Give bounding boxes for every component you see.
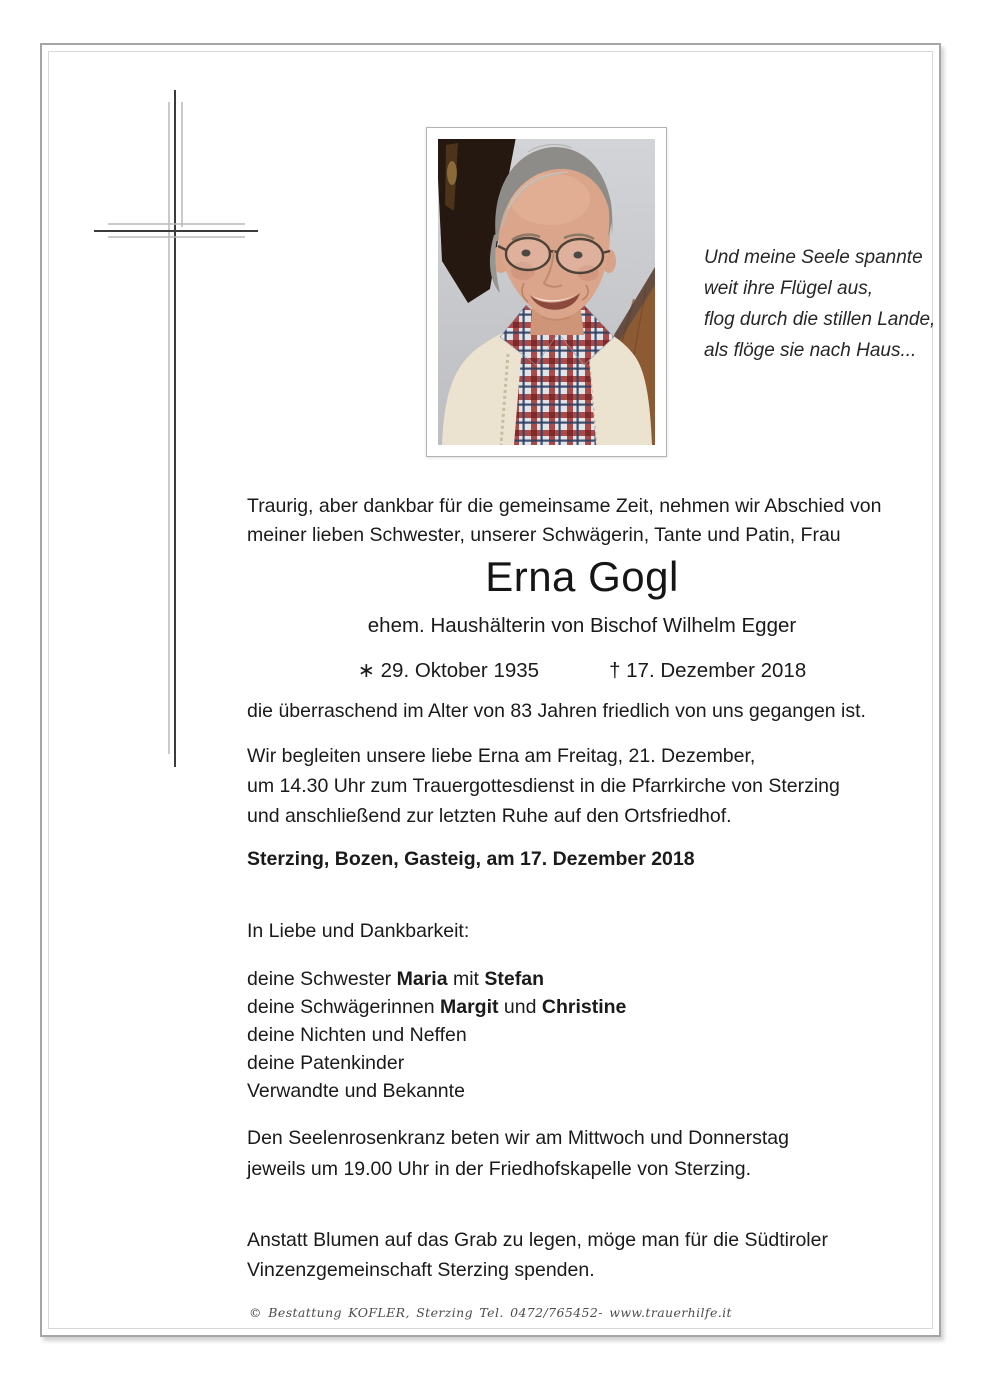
donation-text — [247, 1225, 917, 1285]
memorial-poem — [704, 242, 954, 366]
rosary-line: jeweils um 19.00 Uhr in der Friedhofskapelle von Sterzing. — [247, 1158, 752, 1180]
intro-line: Traurig, aber dankbar für die gemeinsame Zeit, nehmen wir Abschied von — [247, 495, 882, 517]
portrait-photo-frame — [426, 127, 667, 457]
mourner-text: mit — [447, 968, 485, 990]
deceased-name: Erna Gogl — [485, 553, 679, 600]
mourners-list — [247, 965, 917, 1105]
mourner-line: deine Patenkinder — [247, 1052, 405, 1074]
funeral-line: Wir begleiten unsere liebe Erna am Freitag, 21. Dezember, — [247, 745, 756, 767]
rosary-line: Den Seelenrosenkranz beten wir am Mittwoch und Donnerstag — [247, 1127, 789, 1149]
mourner-line: deine Nichten und Neffen — [247, 1024, 467, 1046]
poem-line: flog durch die stillen Lande, — [704, 309, 936, 330]
mourner-name: Maria — [396, 968, 448, 990]
mourner-line: Verwandte und Bekannte — [247, 1080, 465, 1102]
obituary-text — [247, 492, 917, 1285]
gratitude-line: In Liebe und Dankbarkeit: — [247, 920, 470, 942]
portrait-photo — [438, 139, 655, 445]
poem-line: Und meine Seele spannte — [704, 247, 923, 268]
birth-date: ∗ 29. Oktober 1935 — [357, 659, 540, 682]
rosary-text — [247, 1123, 917, 1185]
death-date: † 17. Dezember 2018 — [609, 659, 807, 682]
poem-line: als flöge sie nach Haus... — [704, 340, 917, 361]
intro-line: meiner lieben Schwester, unserer Schwägerin, Tante und Patin, Frau — [247, 524, 841, 546]
poem-line: weit ihre Flügel aus, — [704, 278, 873, 299]
mourner-text: deine Schwester — [247, 968, 397, 990]
mourner-text: und — [498, 996, 542, 1018]
deceased-subtitle: ehem. Haushälterin von Bischof Wilhelm Egger — [367, 614, 797, 637]
life-dates — [247, 657, 917, 684]
donation-line: Vinzenzgemeinschaft Sterzing spenden. — [247, 1259, 595, 1281]
mourner-name: Stefan — [484, 968, 544, 990]
mourner-line — [247, 965, 917, 993]
age-text: die überraschend im Alter von 83 Jahren friedlich von uns gegangen ist. — [247, 700, 866, 722]
mourner-text: deine Schwägerinnen — [247, 996, 440, 1018]
place-date-line: Sterzing, Bozen, Gasteig, am 17. Dezember 2018 — [247, 848, 695, 870]
donation-line: Anstatt Blumen auf das Grab zu legen, möge man für die Südtiroler — [247, 1229, 828, 1251]
intro-text — [247, 492, 917, 550]
funeral-home-credit: © Bestattung KOFLER, Sterzing Tel. 0472/765452- www.trauerhilfe.it — [249, 1305, 732, 1320]
funeral-line: um 14.30 Uhr zum Trauergottesdienst in die Pfarrkirche von Sterzing — [247, 775, 840, 797]
memorial-card — [40, 43, 941, 1337]
mourner-line — [247, 993, 917, 1021]
funeral-announcement — [247, 741, 917, 831]
mourner-name: Christine — [541, 996, 627, 1018]
funeral-line: und anschließend zur letzten Ruhe auf den Ortsfriedhof. — [247, 805, 732, 827]
mourner-name: Margit — [439, 996, 499, 1018]
